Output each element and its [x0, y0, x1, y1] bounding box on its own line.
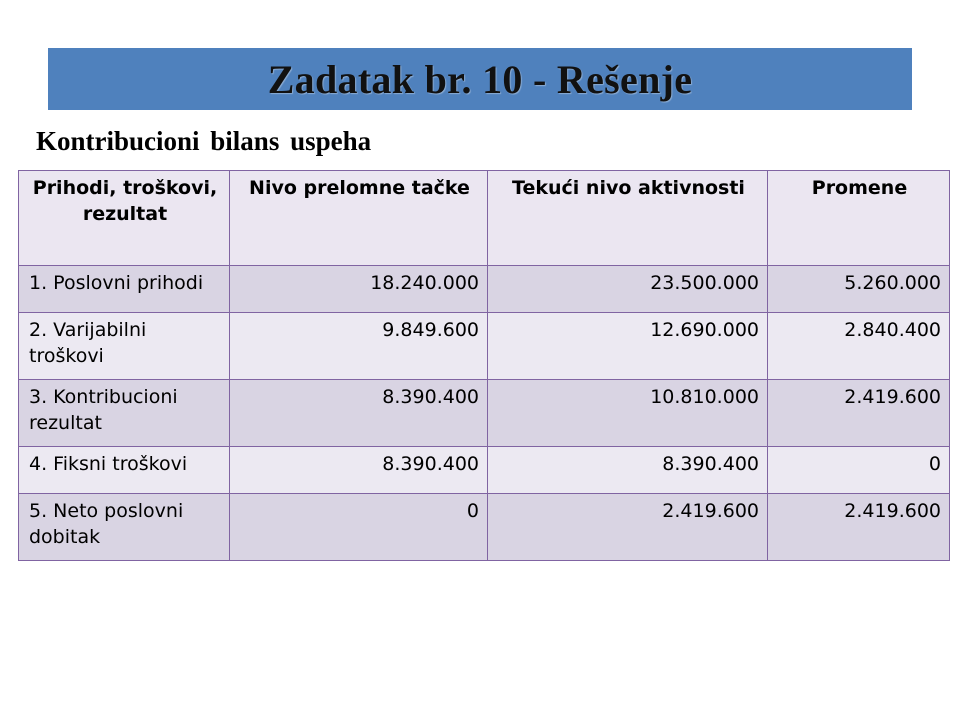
cell-break-even: 8.390.400	[230, 380, 488, 447]
row-label: 4. Fiksni troškovi	[19, 447, 230, 494]
table-row	[19, 266, 950, 313]
header-changes: Promene	[768, 171, 950, 266]
cell-current-level: 10.810.000	[488, 380, 768, 447]
cell-break-even: 0	[230, 494, 488, 561]
title-bar	[48, 48, 912, 110]
cell-changes: 2.419.600	[768, 380, 950, 447]
table-row	[19, 380, 950, 447]
table-row	[19, 447, 950, 494]
cell-current-level: 8.390.400	[488, 447, 768, 494]
cell-break-even: 8.390.400	[230, 447, 488, 494]
header-current-level: Tekući nivo aktivnosti	[488, 171, 768, 266]
cell-changes: 5.260.000	[768, 266, 950, 313]
row-label: 3. Kontribucioni rezultat	[19, 380, 230, 447]
cell-current-level: 2.419.600	[488, 494, 768, 561]
row-label: 1. Poslovni prihodi	[19, 266, 230, 313]
table-row	[19, 313, 950, 380]
cell-break-even: 18.240.000	[230, 266, 488, 313]
cell-current-level: 23.500.000	[488, 266, 768, 313]
row-label: 2. Varijabilni troškovi	[19, 313, 230, 380]
cell-current-level: 12.690.000	[488, 313, 768, 380]
cell-changes: 2.840.400	[768, 313, 950, 380]
cell-changes: 2.419.600	[768, 494, 950, 561]
row-label: 5. Neto poslovni dobitak	[19, 494, 230, 561]
slide-subtitle: Kontribucioni bilans uspeha	[36, 126, 372, 156]
cell-break-even: 9.849.600	[230, 313, 488, 380]
slide-title: Zadatak br. 10 - Rešenje	[267, 56, 693, 102]
table-row	[19, 494, 950, 561]
income-statement-table	[18, 170, 950, 561]
header-category: Prihodi, troškovi, rezultat	[19, 171, 230, 266]
header-break-even: Nivo prelomne tačke	[230, 171, 488, 266]
cell-changes: 0	[768, 447, 950, 494]
table-header-row	[19, 171, 950, 266]
